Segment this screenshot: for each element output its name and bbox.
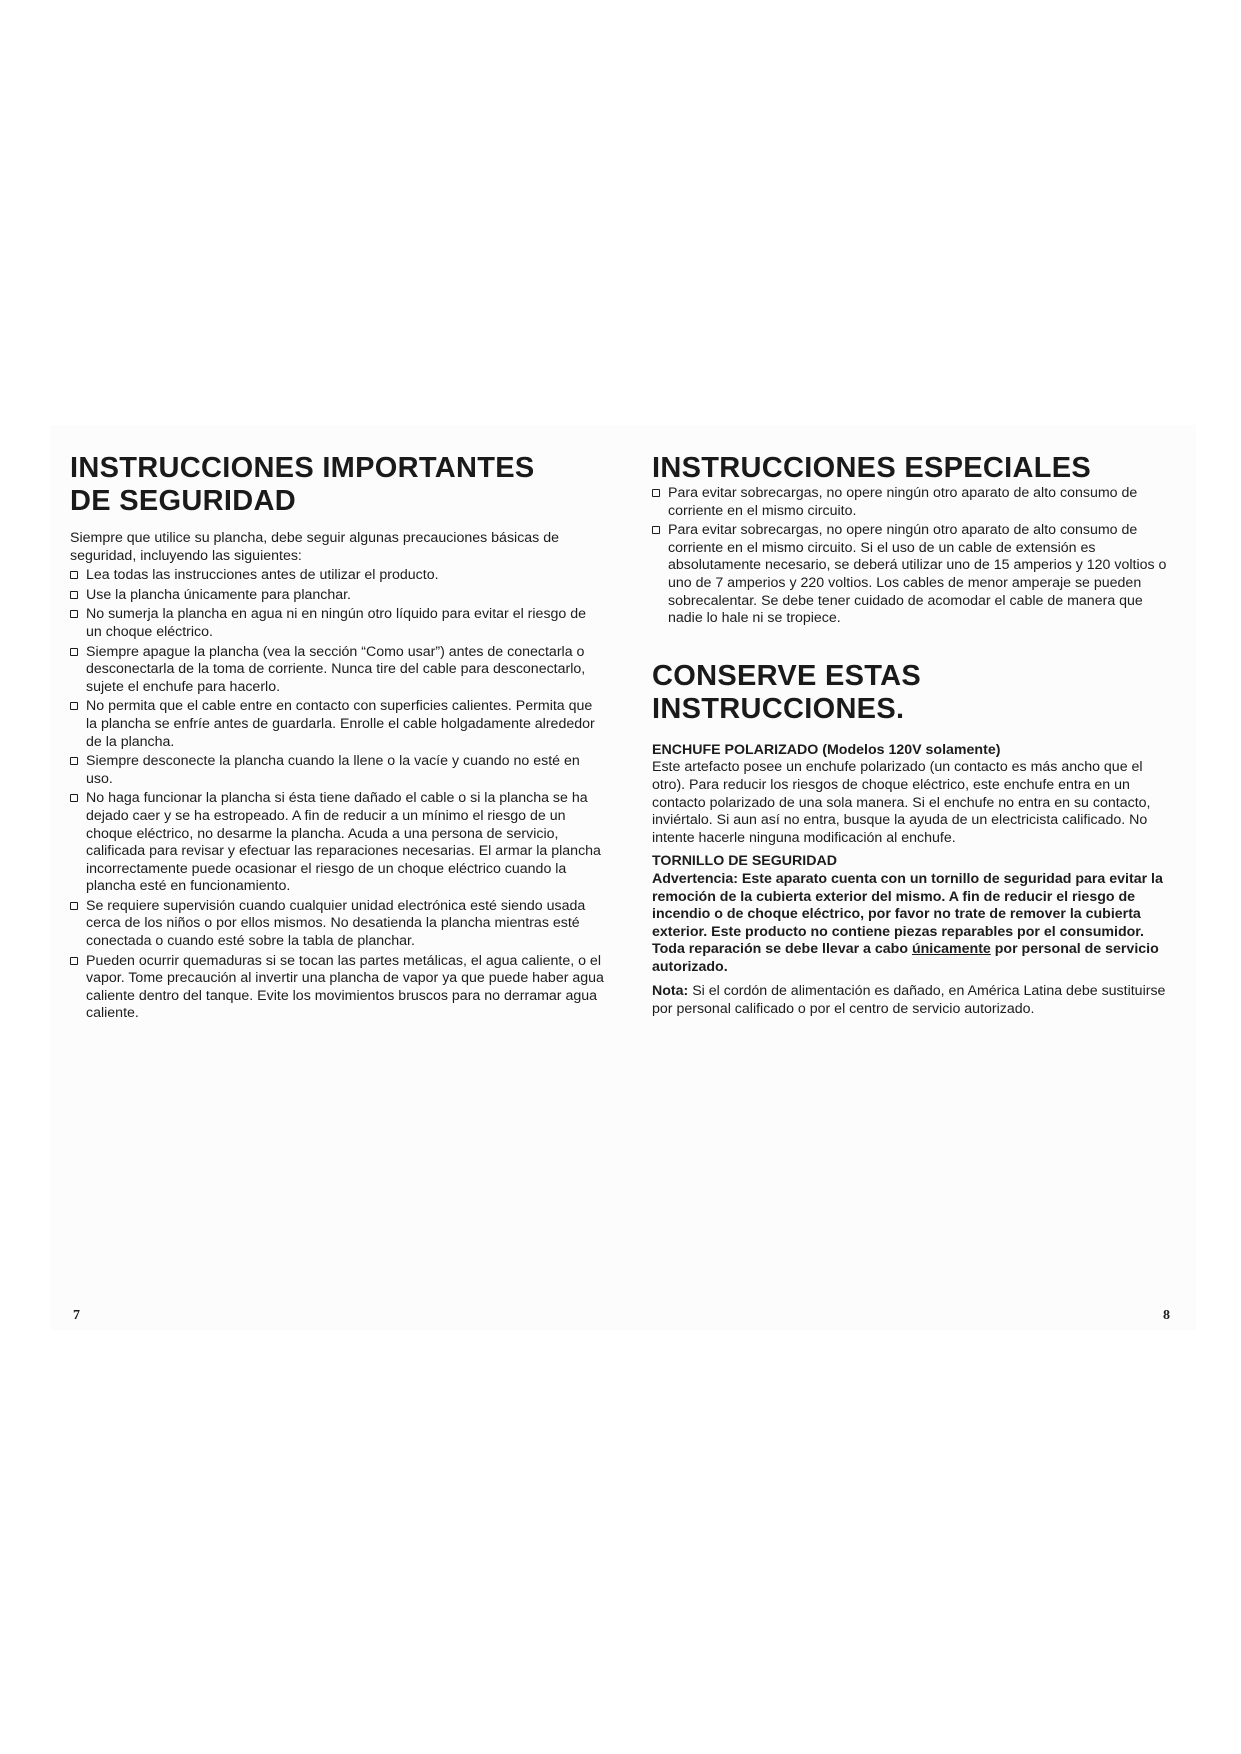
safety-item-text: No haga funcionar la plancha si ésta tiene dañado el cable o si la plancha se ha dejado caer y se ha estropeado. A fin de reducir a un mínimo el riesgo de un choque eléctrico, no desarme la plancha. Acuda a una persona de servicio, calificada para revisar y efectuar las reparaciones necesarias. El armar la plancha incorrectamente puede ocasionar el riesgo de un choque eléctrico cuando la plancha esté en funcionamiento. xyxy=(86,790,601,895)
note-label: Nota: xyxy=(652,983,689,1000)
special-list-item xyxy=(652,522,1172,628)
conserve-title-line2: INSTRUCCIONES. xyxy=(652,692,905,725)
special-item-text: Para evitar sobrecargas, no opere ningún otro aparato de alto consumo de corriente en el mismo circuito. Si el uso de un cable de extensión es absolutamente necesario, se deberá utilizar uno de 15 amperios y 120 voltios o uno de 7 amperios y 220 voltios. Los cables de menor amperaje se pueden sobrecalentar. Se debe tener cuidado de acomodar el cable de manera que nadie lo hale ni se tropiece. xyxy=(668,522,1167,627)
special-list-item xyxy=(652,485,1172,520)
safety-item-text: Siempre desconecte la plancha cuando la llene o la vacíe y cuando no esté en uso. xyxy=(86,753,580,787)
warning-text-part2: por personal de servicio autorizado. xyxy=(652,941,1159,975)
warning-underlined-word: únicamente xyxy=(911,941,991,958)
checkbox-bullet-icon xyxy=(652,526,660,534)
special-item-text: Para evitar sobrecargas, no opere ningún otro aparato de alto consumo de corriente en el mismo circuito. xyxy=(668,485,1138,519)
special-list xyxy=(652,485,1172,628)
safety-item-text: No sumerja la plancha en agua ni en ningún otro líquido para evitar el riesgo de un choque eléctrico. xyxy=(86,606,587,640)
safety-item-text: Use la plancha únicamente para planchar. xyxy=(86,586,352,603)
safety-list xyxy=(70,567,605,1023)
safety-screw-heading: TORNILLO DE SEGURIDAD xyxy=(652,853,837,870)
safety-item-text: Se requiere supervisión cuando cualquier unidad electrónica esté siendo usada cerca de los niños o por ellos mismos. No desatienda la plancha mientras esté conectada o cuando esté sobre la tabla de planchar. xyxy=(86,897,586,950)
safety-list-item xyxy=(70,698,605,751)
note-text: Si el cordón de alimentación es dañado, en América Latina debe sustituirse por personal calificado o por el centro de servicio autorizado. xyxy=(652,983,1166,1018)
safety-list-item xyxy=(70,587,605,605)
page-number-right: 8 xyxy=(1163,1308,1170,1323)
checkbox-bullet-icon xyxy=(70,571,78,579)
checkbox-bullet-icon xyxy=(70,591,78,599)
special-title: INSTRUCCIONES ESPECIALES xyxy=(652,452,1092,484)
safety-list-item xyxy=(70,567,605,585)
polarized-plug-heading: ENCHUFE POLARIZADO (Modelos 120V solamente) xyxy=(652,741,1001,758)
warning-text-part1: Advertencia: Este aparato cuenta con un tornillo de seguridad para evitar la remoción de la cubierta exterior del mismo. A fin de reducir el riesgo de incendio o de choque eléctrico, por favor no trate de remover la cubierta exterior. Este producto no contiene piezas reparables por el consumidor. Toda reparación se debe llevar a cabo xyxy=(652,870,1163,958)
checkbox-bullet-icon xyxy=(70,957,78,965)
safety-list-item xyxy=(70,953,605,1023)
page-number-left: 7 xyxy=(73,1308,80,1323)
checkbox-bullet-icon xyxy=(70,702,78,710)
left-page-column xyxy=(70,452,605,1025)
safety-item-text: Lea todas las instrucciones antes de utilizar el producto. xyxy=(86,567,439,584)
checkbox-bullet-icon xyxy=(70,610,78,618)
safety-list-item xyxy=(70,898,605,951)
safety-item-text: Pueden ocurrir quemaduras si se tocan las partes metálicas, el agua caliente, o el vapor. Tome precaución al invertir una plancha de vapor ya que puede haber agua caliente dentro del tanque. Evite los movimientos bruscos para no derramar agua caliente. xyxy=(86,952,604,1022)
safety-intro: Siempre que utilice su plancha, debe seguir algunas precauciones básicas de seguridad, incluyendo las siguientes: xyxy=(70,530,559,564)
conserve-title xyxy=(652,660,1172,726)
checkbox-bullet-icon xyxy=(70,794,78,802)
safety-title-line2: DE SEGURIDAD xyxy=(70,485,296,517)
safety-item-text: No permita que el cable entre en contacto con superficies calientes. Permita que la plancha se enfríe antes de guardarla. Enrolle el cable holgadamente alrededor de la plancha. xyxy=(86,698,595,750)
checkbox-bullet-icon xyxy=(70,902,78,910)
polarized-plug-text: Este artefacto posee un enchufe polarizado (un contacto es más ancho que el otro). Para reducir los riesgos de choque eléctrico, este enchufe entra en un contacto polarizado de una sola manera. Si el enchufe no entra en su contacto, inviértalo. Si aun así no entra, busque la ayuda de un electricista calificado. No intente hacerle ninguna modificación al enchufe. xyxy=(652,759,1151,846)
safety-list-item xyxy=(70,606,605,641)
safety-item-text: Siempre apague la plancha (vea la sección “Como usar”) antes de conectarla o desconectarla de la toma de corriente. Nunca tire del cable para desconectarlo, sujete el enchufe para hacerlo. xyxy=(86,643,586,695)
safety-title-line1: INSTRUCCIONES IMPORTANTES xyxy=(70,452,535,484)
safety-screw-warning xyxy=(652,871,1172,977)
safety-list-item xyxy=(70,790,605,896)
safety-list-item xyxy=(70,753,605,788)
checkbox-bullet-icon xyxy=(70,648,78,656)
safety-list-item xyxy=(70,644,605,697)
right-page-column xyxy=(652,452,1172,1019)
safety-title xyxy=(70,452,605,518)
checkbox-bullet-icon xyxy=(70,757,78,765)
power-cord-note xyxy=(652,983,1172,1018)
conserve-title-line1: CONSERVE ESTAS xyxy=(652,659,922,692)
checkbox-bullet-icon xyxy=(652,489,660,497)
